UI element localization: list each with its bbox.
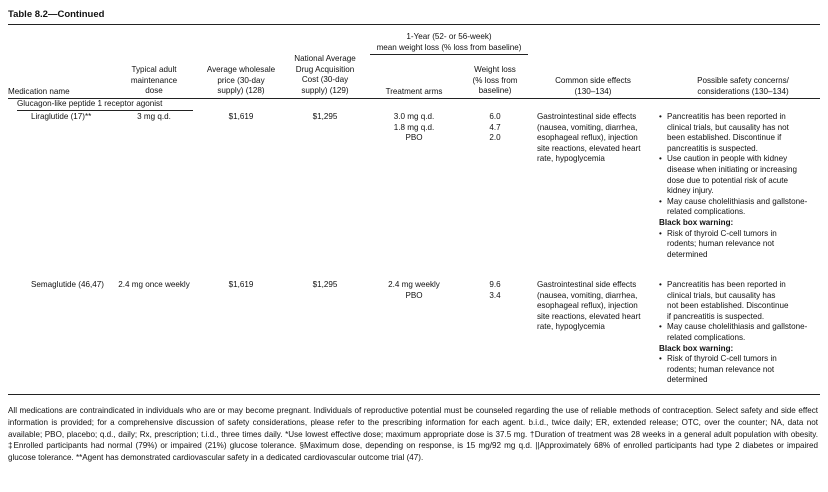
row-semaglutide-dose: 2.4 mg once weekly xyxy=(118,280,190,289)
safety-line: been established. Discontinue if xyxy=(667,133,782,143)
row-semaglutide-arms xyxy=(370,280,458,301)
safety-line: related complications. xyxy=(667,207,746,217)
header-nadac-line: supply) (129) xyxy=(301,85,349,95)
header-side-effects-line: Common side effects xyxy=(555,76,631,85)
arm-item: 1.8 mg q.d. xyxy=(393,122,435,132)
arm-item: PBO xyxy=(405,133,423,143)
header-weight-loss-line: Weight loss xyxy=(474,65,516,74)
header-medication: Medication name xyxy=(8,87,70,96)
weight-group-line-2: mean weight loss (% loss from baseline) xyxy=(376,42,522,52)
side-effects-line: esophageal reflux), injection xyxy=(537,301,638,311)
top-rule xyxy=(8,24,820,25)
row-semaglutide-nadac: $1,295 xyxy=(312,280,338,289)
safety-line: related complications. xyxy=(667,332,746,342)
row-liraglutide-nadac: $1,295 xyxy=(312,112,338,121)
arm-item: PBO xyxy=(405,290,423,300)
black-box-line: determined xyxy=(667,249,708,259)
safety-line: pancreatitis is suspected. xyxy=(667,143,758,153)
safety-line: • Pancreatitis has been reported in xyxy=(667,112,786,121)
safety-line: clinical trials, but causality has not xyxy=(667,122,789,132)
row-liraglutide-name: Liraglutide (17)** xyxy=(31,112,92,121)
safety-bullet xyxy=(659,280,807,322)
safety-line: • Use caution in people with kidney xyxy=(667,154,788,164)
safety-bullet xyxy=(659,154,807,196)
header-awp xyxy=(196,65,286,97)
safety-line: kidney injury. xyxy=(667,186,714,196)
weight-loss-value: 9.6 xyxy=(489,280,501,289)
header-nadac xyxy=(287,54,363,96)
weight-loss-value: 6.0 xyxy=(489,112,501,121)
header-side-effects xyxy=(530,76,656,97)
safety-line: • May cause cholelithiasis and gallstone- xyxy=(667,196,808,206)
header-awp-line: price (30-day xyxy=(217,75,265,85)
side-effects-line: Gastrointestinal side effects xyxy=(537,112,637,121)
black-box-line: rodents; human relevance not xyxy=(667,364,775,374)
header-dose-line: dose xyxy=(145,86,163,96)
side-effects-line: esophageal reflux), injection xyxy=(537,133,638,143)
side-effects-line: (nausea, vomiting, diarrhea, xyxy=(537,290,638,300)
header-dose-line: maintenance xyxy=(130,75,178,85)
header-weight-loss-line: (% loss from xyxy=(472,75,518,85)
arm-item: 3.0 mg q.d. xyxy=(393,112,435,121)
side-effects-line: Gastrointestinal side effects xyxy=(537,280,637,289)
black-box-label: Black box warning: xyxy=(659,217,734,227)
header-weight-loss xyxy=(460,65,530,97)
black-box-line: • Risk of thyroid C-cell tumors in xyxy=(667,228,777,238)
header-safety xyxy=(668,76,818,97)
black-box-bullet xyxy=(659,354,807,386)
header-nadac-line: Drug Acquisition xyxy=(295,64,355,74)
header-side-effects-line: (130–134) xyxy=(574,86,612,96)
header-nadac-line: National Average xyxy=(294,54,356,63)
section-label: Glucagon-like peptide 1 receptor agonist xyxy=(17,99,163,108)
safety-line: clinical trials, but causality has xyxy=(667,290,776,300)
header-arms: Treatment arms xyxy=(385,87,443,96)
black-box-line: rodents; human relevance not xyxy=(667,239,775,249)
row-semaglutide-safety xyxy=(659,280,807,386)
header-awp-line: supply) (128) xyxy=(217,86,265,96)
side-effects-line: site reactions, elevated heart xyxy=(537,143,641,153)
row-liraglutide-awp: $1,619 xyxy=(228,112,254,121)
arm-item: 2.4 mg weekly xyxy=(388,280,440,289)
row-semaglutide-awp: $1,619 xyxy=(228,280,254,289)
safety-line: dose due to potential risk of acute xyxy=(667,175,789,185)
safety-line: • May cause cholelithiasis and gallstone- xyxy=(667,322,808,332)
header-weight-loss-line: baseline) xyxy=(478,86,512,96)
black-box-line: • Risk of thyroid C-cell tumors in xyxy=(667,354,777,364)
safety-line: not been established. Discontinue xyxy=(667,301,789,311)
header-safety-line: Possible safety concerns/ xyxy=(697,76,789,85)
header-nadac-line: Cost (30-day xyxy=(301,75,349,85)
weight-loss-value: 4.7 xyxy=(489,122,501,132)
header-dose-line: Typical adult xyxy=(131,65,177,74)
row-semaglutide-side-effects xyxy=(537,280,640,333)
table-footnote: All medications are contraindicated in individuals who are or may become pregnant. Individuals of reproductive potential must be counseled regarding the use of reliable methods of contraception. Select safety and side effect information is provided; for a comprehensive discussion of safety considerations, please refer to the prescribing information for each agent. b.i.d., twice daily; ER, extended release; OTC, over the counter; NA, data not available; PBO, placebo; q.d., daily; Rx, prescription; t.i.d., three times daily. *Use lowest effective dose; maximum appropriate dose is 37.5 mg. †Duration of treatment was 28 weeks in a general adult population with obesity. ‡Enrolled participants had normal (79%) or impaired (21%) glucose tolerance. §Maximum dose, depending on response, is 15 mg/92 mg q.d. ||Approximately 68% of enrolled participants had type 2 diabetes or impaired glucose tolerance. **Agent has demonstrated cardiovascular safety in a dedicated cardiovascular outcome trial (47). xyxy=(8,406,818,463)
weight-group-line-1: 1-Year (52- or 56-week) xyxy=(406,32,492,41)
black-box-bullet xyxy=(659,229,807,261)
side-effects-line: site reactions, elevated heart xyxy=(537,311,641,321)
weight-loss-value: 3.4 xyxy=(489,290,501,300)
header-safety-line: considerations (130–134) xyxy=(697,86,789,96)
weight-group-header xyxy=(369,32,529,53)
side-effects-line: (nausea, vomiting, diarrhea, xyxy=(537,122,638,132)
row-liraglutide-weight-loss xyxy=(460,112,530,144)
safety-line: if pancreatitis is suspected. xyxy=(667,311,765,321)
row-semaglutide-weight-loss xyxy=(460,280,530,301)
row-liraglutide-safety xyxy=(659,112,807,260)
side-effects-line: rate, hypoglycemia xyxy=(537,154,605,164)
black-box-line: determined xyxy=(667,375,708,385)
bottom-rule xyxy=(8,394,820,395)
header-dose xyxy=(112,65,196,97)
safety-line: disease when initiating or increasing xyxy=(667,164,798,174)
row-liraglutide-side-effects xyxy=(537,112,640,165)
safety-bullet xyxy=(659,112,807,154)
black-box-label: Black box warning: xyxy=(659,343,734,353)
row-liraglutide-arms xyxy=(370,112,458,144)
table-title: Table 8.2—Continued xyxy=(8,9,105,20)
header-awp-line: Average wholesale xyxy=(206,65,276,74)
row-semaglutide-name: Semaglutide (46,47) xyxy=(31,280,104,289)
safety-bullet xyxy=(659,197,807,218)
side-effects-line: rate, hypoglycemia xyxy=(537,322,605,332)
weight-loss-value: 2.0 xyxy=(489,133,501,143)
row-liraglutide-dose: 3 mg q.d. xyxy=(137,112,171,121)
section-rule xyxy=(17,110,193,111)
safety-line: • Pancreatitis has been reported in xyxy=(667,280,786,289)
weight-group-rule xyxy=(370,54,528,55)
safety-bullet xyxy=(659,322,807,343)
